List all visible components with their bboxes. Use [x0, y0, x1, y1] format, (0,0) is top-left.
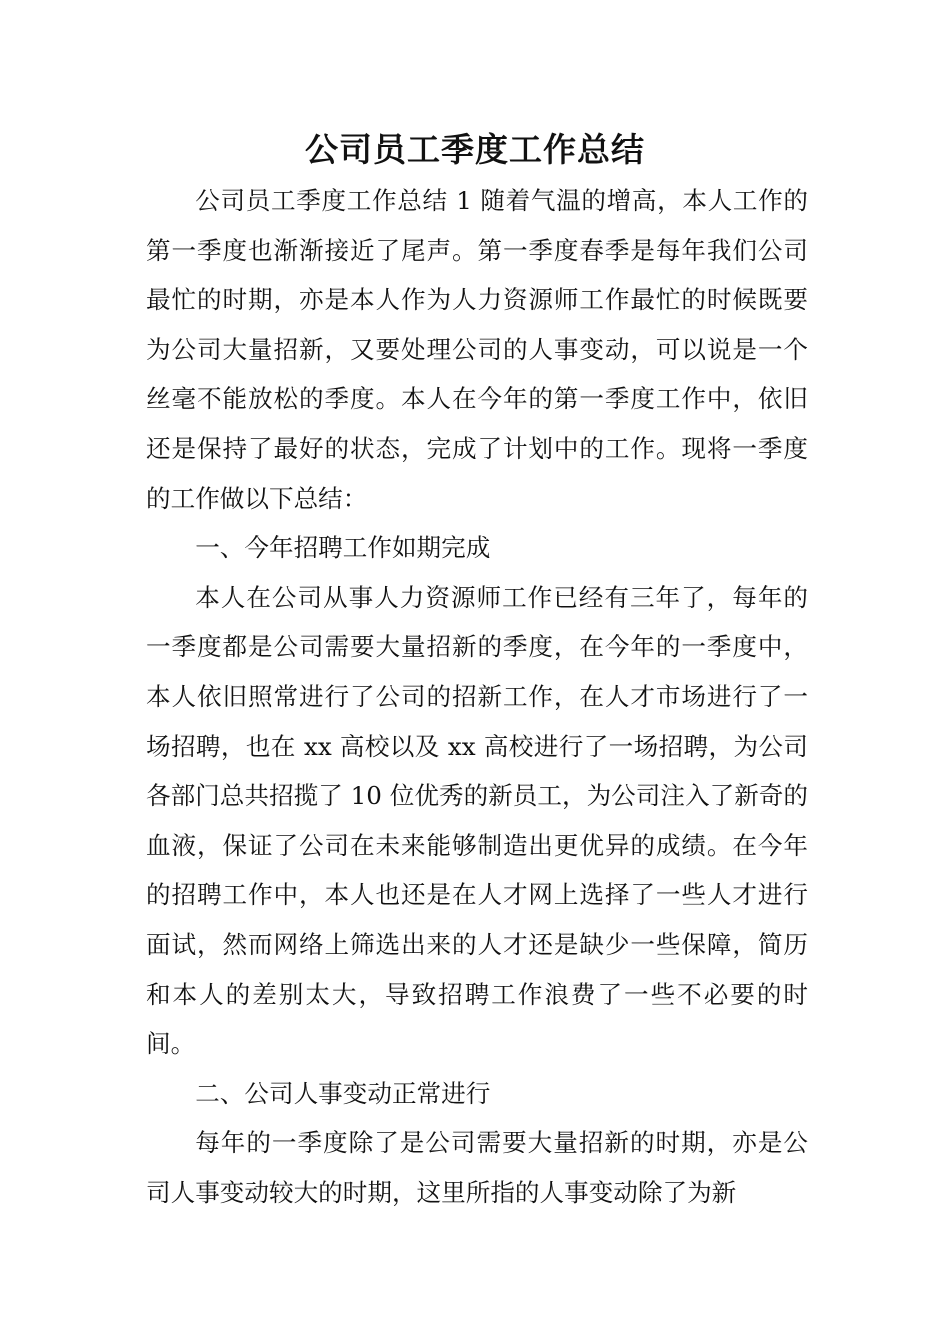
- section-heading-personnel: 二、公司人事变动正常进行: [195, 1078, 491, 1108]
- document-body: [146, 176, 808, 1217]
- paragraph-personnel: 每年的一季度除了是公司需要大量招新的时期，亦是公司人事变动较大的时期，这里所指的人事变动除了为新: [146, 1128, 808, 1207]
- paragraph-intro: 公司员工季度工作总结 1 随着气温的增高，本人工作的第一季度也渐渐接近了尾声。第一季度春季是每年我们公司最忙的时期，亦是本人作为人力资源师工作最忙的时候既要为公司大量招新，又要处理公司的人事变动，可以说是一个丝毫不能放松的季度。本人在今年的第一季度工作中，依旧还是保持了最好的状态，完成了计划中的工作。现将一季度的工作做以下总结：: [146, 186, 808, 513]
- paragraph-recruitment: 本人在公司从事人力资源师工作已经有三年了，每年的一季度都是公司需要大量招新的季度，在今年的一季度中，本人依旧照常进行了公司的招新工作，在人才市场进行了一场招聘，也在 xx 高校以及 xx 高校进行了一场招聘，为公司各部门总共招揽了 10 位优秀的新员工，为公司注入了新奇的血液，保证了公司在未来能够制造出更优异的成绩。在今年的招聘工作中，本人也还是在人才网上选择了一些人才进行面试，然而网络上筛选出来的人才还是缺少一些保障，简历和本人的差别太大，导致招聘工作浪费了一些不必要的时间。: [146, 582, 808, 1059]
- section-heading-recruitment: 一、今年招聘工作如期完成: [195, 533, 491, 563]
- document-title: 公司员工季度工作总结: [305, 130, 645, 169]
